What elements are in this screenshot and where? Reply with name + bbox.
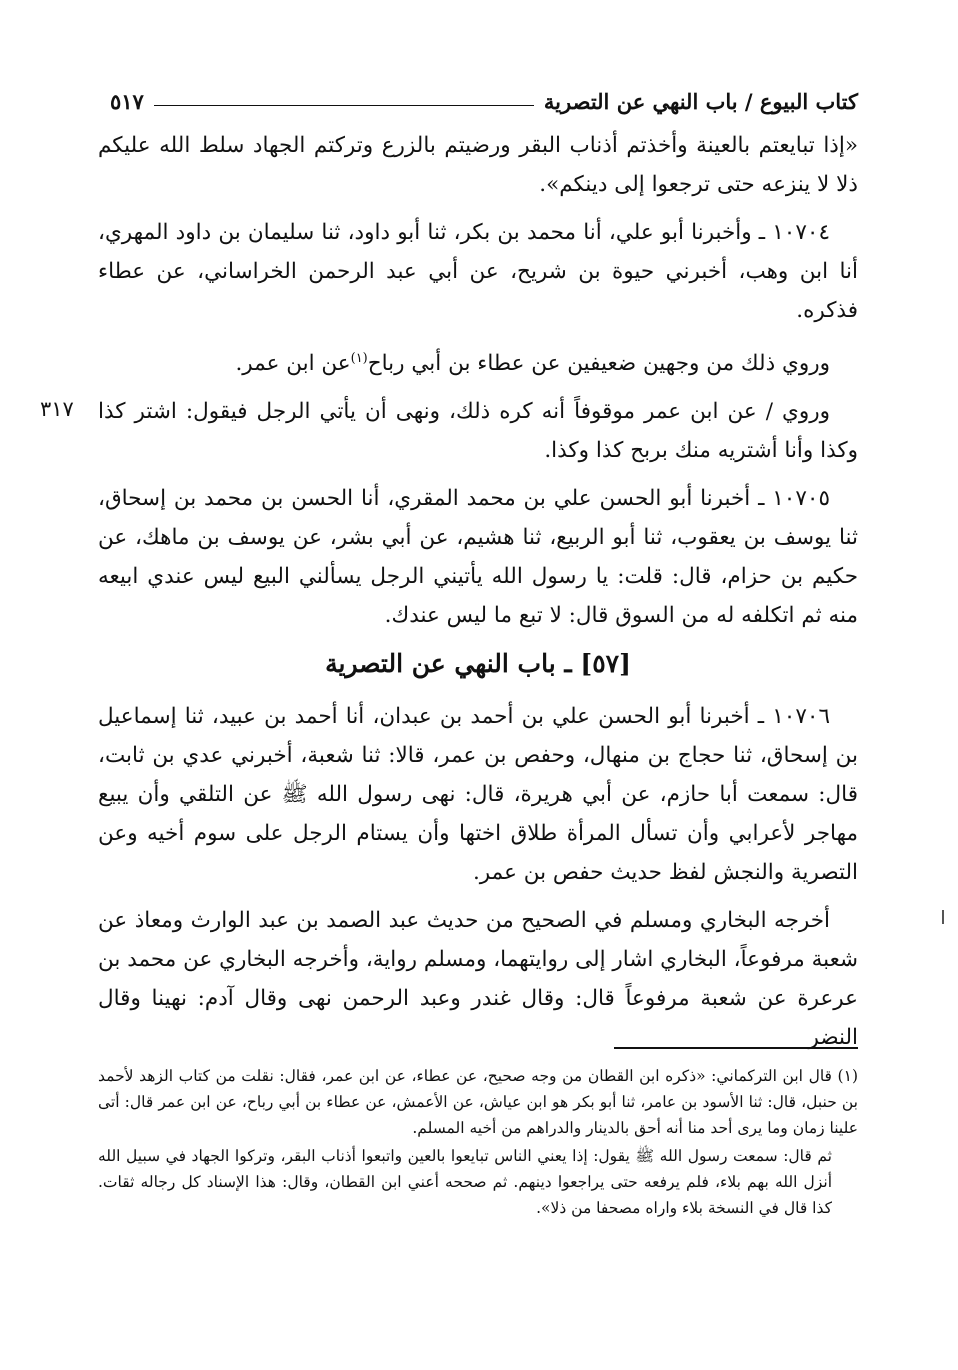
paragraph-hadith-10704: ١٠٧٠٤ ـ وأخبرنا أبو علي، أنا محمد بن بكر، ثنا أبو داود، ثنا سليمان بن داود المهري، أنا ابن وهب، أخبرني حيوة بن شريح، عن أبي عبد الرحمن الخراساني، عن عطاء فذكره. <box>98 220 858 323</box>
paragraph-text-after-mark: عن ابن عمر. <box>235 351 351 377</box>
header-title: كتاب البيوع / باب النهي عن التصرية <box>543 89 858 114</box>
page-number: ٥١٧ <box>110 89 144 114</box>
paragraph-ibn-umar-mawquf: وروي / عن ابن عمر موقوفاً أنه كره ذلك، ونهى أن يأتي الرجل فيقول: اشتر كذا وكذا وأنا أشتريه منك بربح كذا وكذا. <box>98 399 858 464</box>
section-heading: [٥٧] ـ باب النهي عن التصرية <box>325 649 631 679</box>
paragraph-hadith-10705: ١٠٧٠٥ ـ أخبرنا أبو الحسن علي بن محمد المقري، أنا الحسن بن محمد بن إسحاق، ثنا يوسف بن يعقوب، ثنا أبو الربيع، ثنا هشيم، عن أبي بشر، عن يوسف بن ماهك، عن حكيم بن حزام، قال: قلت: يا رسول الله يأتيني الرجل يسألني البيع ليس عندي ابيعه منه ثم اتكلفه له من السوق قال: لا تبع ما ليس عندك. <box>98 486 858 629</box>
main-text <box>98 126 858 1066</box>
running-header <box>110 78 858 114</box>
margin-manuscript-page-number: ٣١٧ <box>40 397 74 421</box>
scan-artifact-mark <box>942 910 944 924</box>
paragraph-weak-narrations <box>98 339 858 383</box>
footnote-1: (١) قال ابن التركماني: «ذكره ابن القطان من وجه صحيح، عن عطاء، عن ابن عمر، فقال: نقلت من كتاب الزهد لأحمد بن حنبل، قال: ثنا الأسود بن عامر، ثنا أبو بكر هو ابن عياش، عن الأعمش، عن عطاء بن أبي رباح، عن ابن عمر قال: أتى علينا زمان وما يرى أحد منا أنه أحق بالدينار والدراهم من أخيه المسلم. <box>98 1067 858 1137</box>
footnotes <box>98 1063 858 1223</box>
paragraph-hadith-10706: ١٠٧٠٦ ـ أخبرنا أبو الحسن علي بن أحمد بن عبدان، أنا أحمد بن عبيد، ثنا إسماعيل بن إسحاق، ثنا حجاج بن منهال، وحفص بن عمر، قالا: ثنا شعبة، أخبرني عدي بن ثابت، قال: سمعت أبا حازم، عن أبي هريرة، قال: نهى رسول الله ﷺ عن التلقي وأن يبيع مهاجر لأعرابي وأن تسأل المرأة طلاق اختها وأن يستام الرجل على سوم أخيه وعن التصرية والنجش لفظ حديث حفص بن عمر. <box>98 704 858 886</box>
paragraph-takhrij: أخرجه البخاري ومسلم في الصحيح من حديث عبد الصمد بن عبد الوارث ومعاذ عن شعبة مرفوعاً، البخاري اشار إلى روايتهما، ومسلم رواية، وأخرجه البخاري عن محمد بن عرعرة عن شعبة مرفوعاً قال: وقال غندر وعبد الرحمن نهى وقال آدم: نهينا وقال النضر <box>98 908 858 1051</box>
header-rule <box>154 105 534 106</box>
paragraph-hadith-quote: «إذا تبايعتم بالعينة وأخذتم أذناب البقر ورضيتم بالزرع وتركتم الجهاد سلط الله عليكم ذلا لا ينزعه حتى ترجعوا إلى دينكم». <box>98 133 858 197</box>
footnote-1-continuation: ثم قال: سمعت رسول الله ﷺ يقول: إذا يعني الناس تبايعوا بالعين واتبعوا أذناب البقر، وتركوا الجهاد في سبيل الله أنزل الله بهم بلاء، فلم يرفعه حتى يراجعوا دينهم. ثم صححه أعني ابن القطان، وقال: هذا الإسناد كل رجاله ثقات. كذا قال في النسخة بلاء واراه مصحفا من ذلا». <box>98 1147 832 1217</box>
footnote-separator <box>614 1047 858 1049</box>
footnote-reference-mark: (١) <box>350 351 368 366</box>
paragraph-text-before-mark: وروي ذلك من وجهين ضعيفين عن عطاء بن أبي رباح <box>367 351 830 377</box>
